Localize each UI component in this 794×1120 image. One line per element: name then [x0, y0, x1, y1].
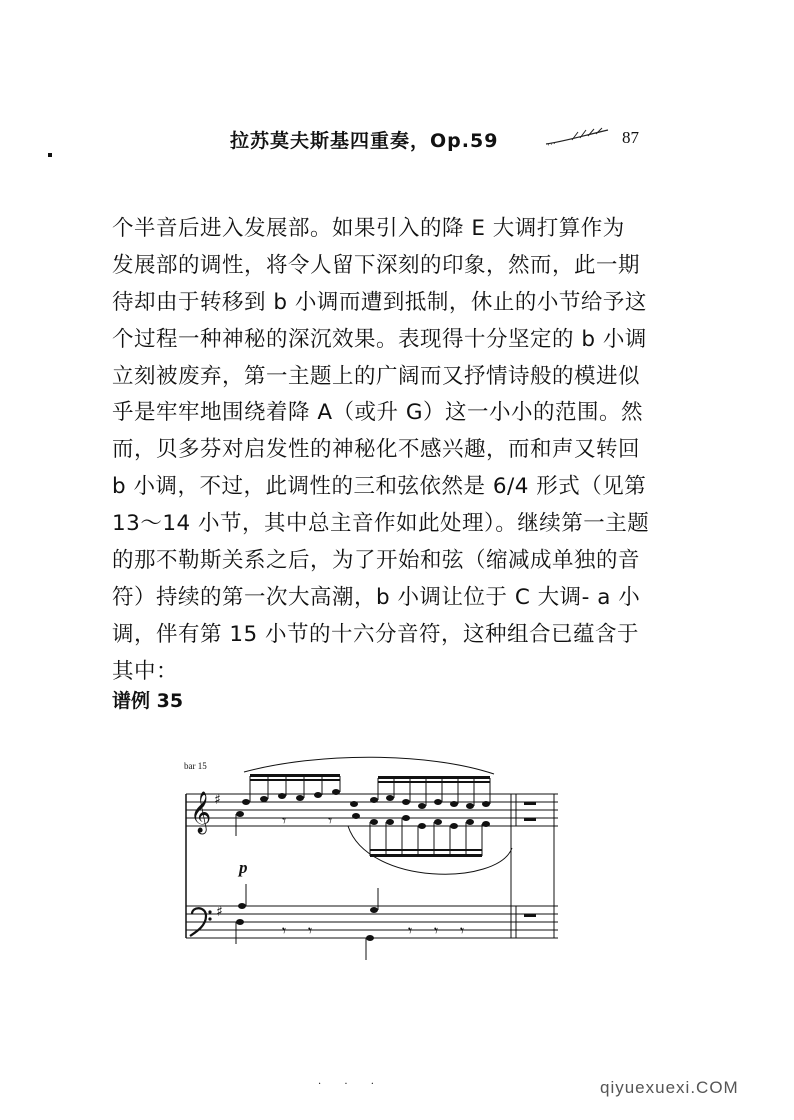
- music-score-excerpt: [178, 756, 560, 966]
- site-watermark: qiyuexuexi.COM: [600, 1078, 739, 1097]
- scan-speck: [48, 153, 52, 157]
- footer-marks: . . .: [318, 1076, 384, 1087]
- text-line: 13～14 小节，其中总主音作如此处理）。继续第一主题: [112, 511, 650, 537]
- text-line: 符）持续的第一次大高潮，b 小调让位于 C 大调- a 小: [112, 584, 641, 610]
- text-line: 个过程一种神秘的深沉效果。表现得十分坚定的 b 小调: [112, 326, 647, 352]
- text-line: 个半音后进入发展部。如果引入的降 E 大调打算作为: [112, 216, 625, 241]
- svg-text:♯: ♯: [216, 904, 223, 920]
- text-line: 立刻被废弃，第一主题上的广阔而又抒情诗般的模进似: [112, 363, 641, 389]
- example-caption: 谱例 35: [112, 690, 184, 712]
- text-line: b 小调，不过，此调性的三和弦依然是 6/4 形式（见第: [112, 474, 647, 500]
- feather-ornament-icon: [542, 126, 612, 148]
- svg-text:𝄾: 𝄾: [434, 921, 439, 940]
- text-line: 调，伴有第 15 小节的十六分音符，这种组合已蕴含于: [112, 621, 640, 647]
- sixteenth-note-run-1: [242, 789, 358, 807]
- svg-text:𝄾: 𝄾: [460, 921, 465, 940]
- svg-text:𝄾: 𝄾: [282, 811, 287, 830]
- text-line: 其中：: [112, 658, 179, 684]
- bar-number-label: bar 15: [184, 761, 207, 771]
- dynamic-marking: p: [239, 858, 248, 877]
- treble-clef-icon: 𝄞: [190, 792, 212, 833]
- svg-text:𝄾: 𝄾: [282, 921, 287, 940]
- svg-text:𝄾: 𝄾: [308, 921, 313, 940]
- body-paragraph: [112, 211, 684, 691]
- text-line: 发展部的调性，将令人留下深刻的印象，然而，此一期: [112, 252, 641, 278]
- svg-text:𝄾: 𝄾: [408, 921, 413, 940]
- running-header: [230, 126, 660, 158]
- svg-text:♯: ♯: [214, 792, 221, 808]
- text-line: 的那不勒斯关系之后，为了开始和弦（缩减成单独的音: [112, 548, 641, 574]
- page-number: 87: [622, 128, 639, 147]
- text-line: 而，贝多芬对启发性的神秘化不感兴趣，而和声又转回: [112, 437, 641, 463]
- text-line: 乎是牢牢地围绕着降 A（或升 G）这一小小的范围。然: [112, 400, 644, 426]
- svg-text:𝄾: 𝄾: [328, 811, 333, 830]
- header-title: 拉苏莫夫斯基四重奏，Op.59: [230, 130, 499, 152]
- text-line: 待却由于转移到 b 小调而遭到抵制，休止的小节给予这: [112, 289, 647, 315]
